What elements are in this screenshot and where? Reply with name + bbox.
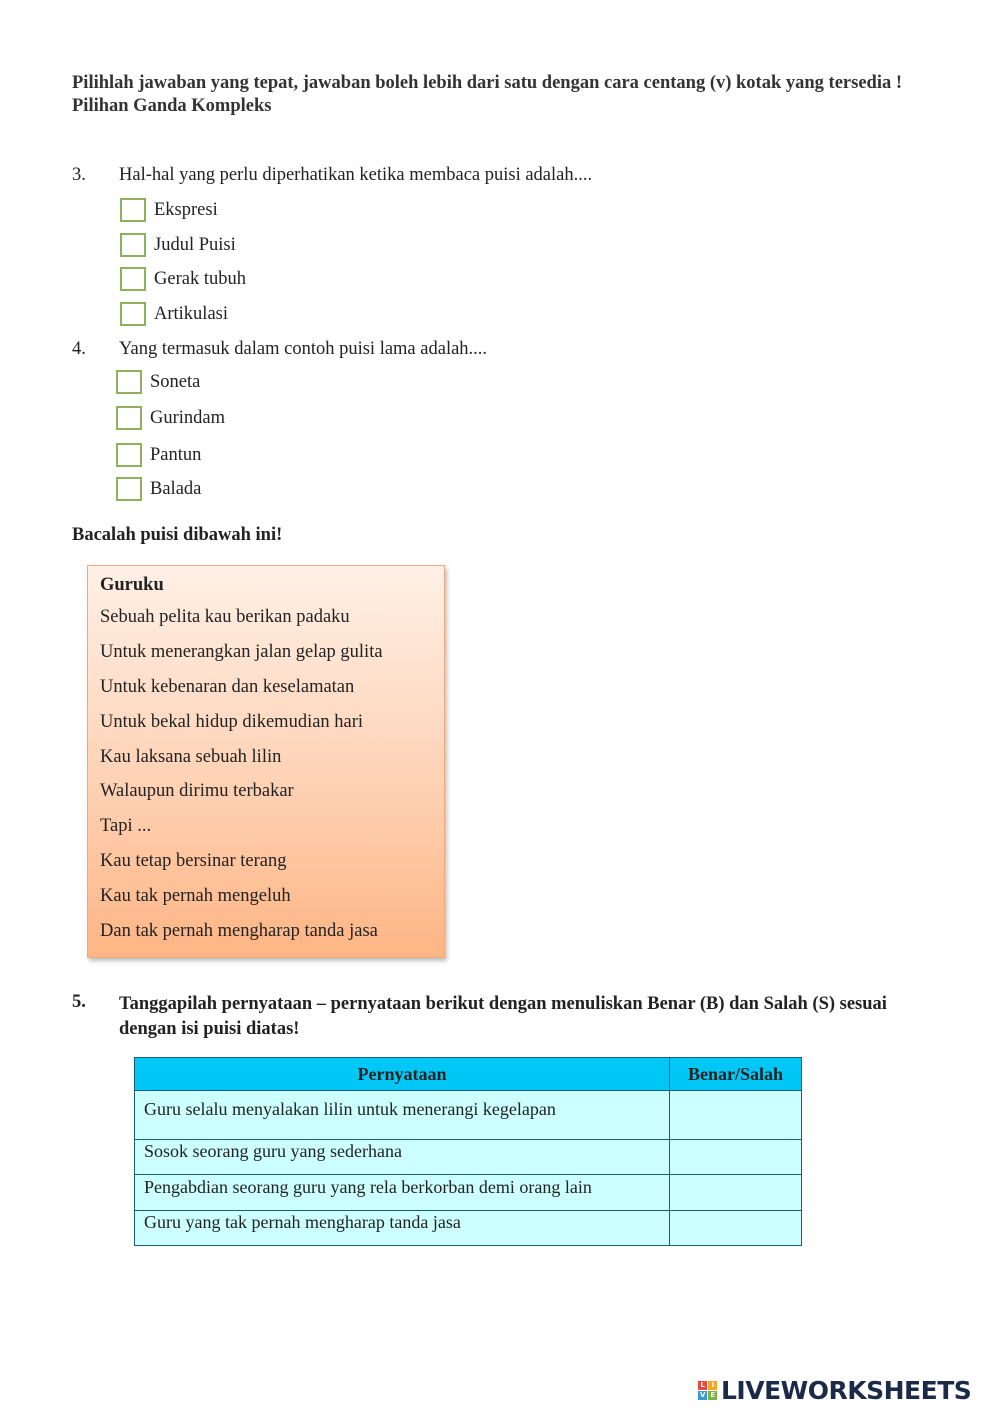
checkbox[interactable]	[116, 477, 142, 501]
option-label: Ekspresi	[154, 199, 218, 220]
option-label: Gerak tubuh	[154, 268, 246, 289]
statements-table	[134, 1057, 802, 1246]
poem-line: Kau tetap bersinar terang	[100, 851, 287, 872]
option-label: Pantun	[150, 444, 202, 465]
header-answer: Benar/Salah	[670, 1058, 802, 1091]
poem-line: Dan tak pernah mengharap tanda jasa	[100, 921, 378, 942]
question-3-number: 3.	[72, 165, 86, 185]
checkbox[interactable]	[116, 370, 142, 394]
checkbox[interactable]	[120, 233, 146, 257]
q3-option-2[interactable]	[120, 233, 236, 257]
statement-cell: Guru yang tak pernah mengharap tanda jasa	[135, 1211, 670, 1246]
option-label: Soneta	[150, 371, 201, 392]
instructions	[72, 72, 912, 118]
poem-box	[87, 565, 445, 958]
checkbox[interactable]	[120, 302, 146, 326]
q4-option-4[interactable]	[116, 477, 201, 501]
statement-cell: Guru selalu menyalakan lilin untuk menerangi kegelapan	[135, 1091, 670, 1140]
poem-line: Untuk bekal hidup dikemudian hari	[100, 711, 364, 732]
q3-option-1[interactable]	[120, 198, 218, 222]
poem-title: Guruku	[100, 575, 164, 595]
checkbox[interactable]	[120, 198, 146, 222]
q3-option-4[interactable]	[120, 302, 228, 326]
logo-text: LIVEWORKSHEETS	[721, 1376, 972, 1405]
table-header-row	[135, 1058, 802, 1091]
statement-cell: Pengabdian seorang guru yang rela berkorban demi orang lain	[135, 1175, 670, 1211]
instruction-text: Pilihlah jawaban yang tepat, jawaban boleh lebih dari satu dengan cara centang (v) kotak yang tersedia !	[72, 73, 902, 93]
poem-line: Untuk menerangkan jalan gelap gulita	[100, 641, 383, 662]
question-5-number: 5.	[72, 992, 86, 1012]
checkbox[interactable]	[116, 406, 142, 430]
table-row	[135, 1211, 802, 1246]
option-label: Judul Puisi	[154, 234, 236, 255]
q3-option-3[interactable]	[120, 267, 246, 291]
answer-cell[interactable]	[670, 1091, 802, 1140]
q4-option-2[interactable]	[116, 406, 225, 430]
option-label: Balada	[150, 478, 202, 499]
option-label: Gurindam	[150, 407, 226, 428]
question-3-text: Hal-hal yang perlu diperhatikan ketika membaca puisi adalah....	[119, 165, 593, 185]
poem-line: Untuk kebenaran dan keselamatan	[100, 676, 355, 697]
answer-cell[interactable]	[670, 1175, 802, 1211]
question-5-text: Tanggapilah pernyataan – pernyataan berikut dengan menuliskan Benar (B) dan Salah (S) sesuai dengan isi puisi diatas!	[119, 994, 887, 1039]
section-title: Pilihan Ganda Kompleks	[72, 96, 272, 116]
answer-cell[interactable]	[670, 1140, 802, 1175]
liveworksheets-logo	[698, 1376, 971, 1405]
question-4-text: Yang termasuk dalam contoh puisi lama adalah....	[119, 339, 488, 359]
checkbox[interactable]	[116, 443, 142, 467]
answer-cell[interactable]	[670, 1211, 802, 1246]
poem-line: Kau laksana sebuah lilin	[100, 746, 282, 767]
statement-cell: Sosok seorang guru yang sederhana	[135, 1140, 670, 1175]
read-poem-heading: Bacalah puisi dibawah ini!	[72, 525, 283, 545]
poem-line: Kau tak pernah mengeluh	[100, 886, 291, 907]
logo-icon: L I V E	[698, 1381, 717, 1400]
q4-option-3[interactable]	[116, 443, 201, 467]
checkbox[interactable]	[120, 267, 146, 291]
q4-option-1[interactable]	[116, 370, 200, 394]
table-row	[135, 1175, 802, 1211]
table-row	[135, 1091, 802, 1140]
option-label: Artikulasi	[154, 303, 228, 324]
table-row	[135, 1140, 802, 1175]
poem-line: Sebuah pelita kau berikan padaku	[100, 607, 350, 627]
poem-line: Walaupun dirimu terbakar	[100, 781, 294, 802]
question-4-number: 4.	[72, 339, 86, 359]
poem-line: Tapi ...	[100, 816, 152, 837]
header-statement: Pernyataan	[135, 1058, 670, 1091]
